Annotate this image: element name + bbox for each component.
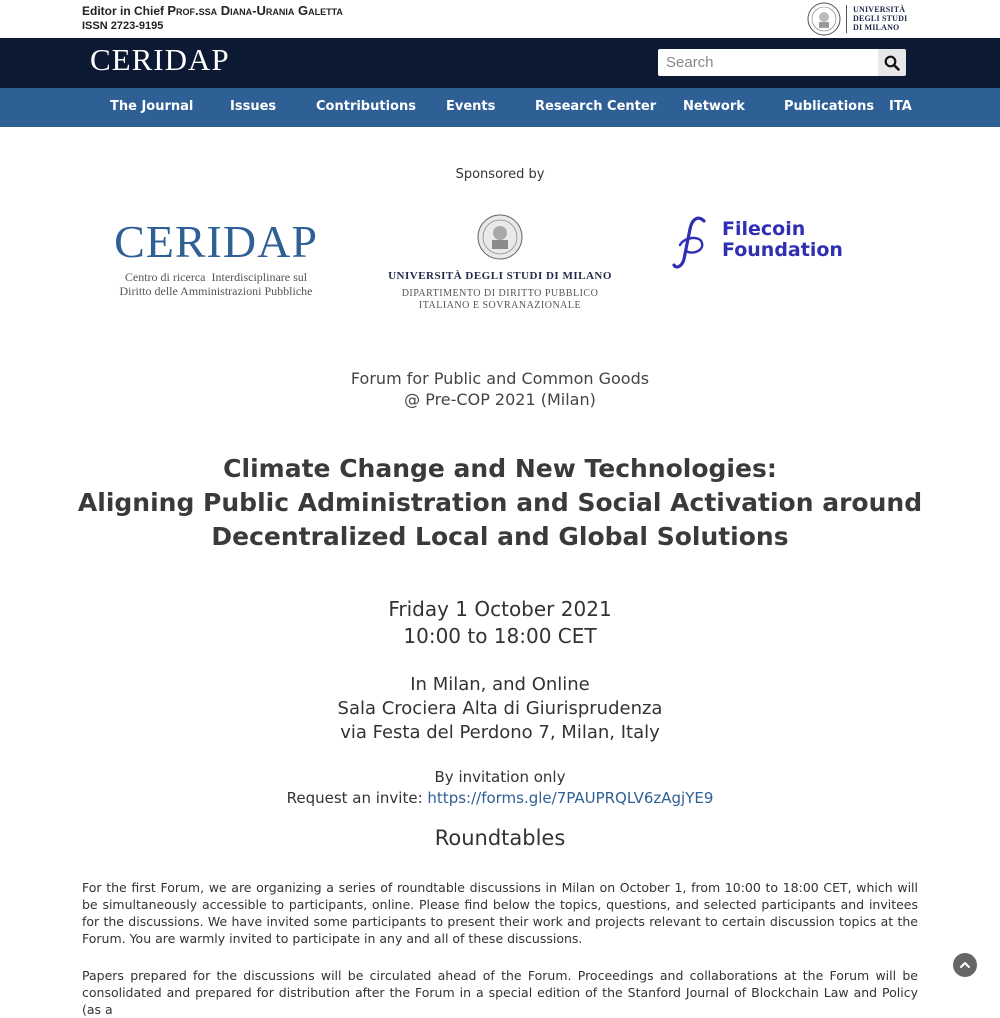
unimi-name: UNIVERSITÀ DEGLI STUDI DI MILANO bbox=[388, 270, 612, 282]
search-button[interactable] bbox=[878, 49, 906, 76]
search-input[interactable] bbox=[658, 49, 878, 76]
request-invite-line bbox=[0, 788, 1000, 809]
scroll-to-top-button[interactable] bbox=[953, 953, 977, 977]
forum-title bbox=[0, 368, 1000, 410]
site-logo[interactable]: CERIDAP bbox=[90, 42, 230, 77]
filecoin-f-icon bbox=[672, 215, 712, 271]
event-time: 10:00 to 18:00 CET bbox=[403, 624, 597, 648]
nav-network[interactable]: Network bbox=[683, 99, 745, 114]
forum-subtitle-line: @ Pre-COP 2021 (Milan) bbox=[404, 390, 596, 409]
nav-contributions[interactable]: Contributions bbox=[316, 99, 416, 114]
nav-issues[interactable]: Issues bbox=[230, 99, 277, 114]
main-nav bbox=[0, 88, 1000, 127]
event-headline bbox=[0, 452, 1000, 554]
ceridap-logo-title: CERIDAP bbox=[114, 216, 318, 267]
nav-publications[interactable]: Publications bbox=[784, 99, 875, 114]
ceridap-subtitle-line: Diritto delle Amministrazioni Pubbliche bbox=[119, 284, 313, 298]
location-line: In Milan, and Online bbox=[410, 674, 590, 695]
issn: ISSN 2723-9195 bbox=[82, 20, 164, 32]
roundtables-heading: Roundtables bbox=[434, 826, 566, 850]
event-day: Friday 1 October 2021 bbox=[388, 597, 612, 621]
university-wordmark-line: DEGLI STUDI bbox=[853, 14, 908, 23]
headline-line: Climate Change and New Technologies: bbox=[223, 454, 777, 483]
university-wordmark-line: UNIVERSITÀ bbox=[853, 5, 906, 14]
unimi-department bbox=[376, 288, 624, 312]
sponsored-heading: Sponsored by bbox=[455, 167, 545, 182]
ceridap-sponsor-logo bbox=[96, 218, 336, 298]
request-invite-link[interactable]: https://forms.gle/7PAUPRQLV6zAgjYE9 bbox=[427, 789, 714, 807]
university-seal-icon bbox=[807, 2, 841, 36]
unimi-department-line: ITALIANO E SOVRANAZIONALE bbox=[418, 300, 582, 311]
nav-language-ita[interactable]: ITA bbox=[889, 99, 912, 114]
location-line: Sala Crociera Alta di Giurisprudenza bbox=[337, 698, 663, 719]
event-date bbox=[0, 596, 1000, 650]
nav-research-center[interactable]: Research Center bbox=[535, 99, 657, 114]
unimi-department-line: DIPARTIMENTO DI DIRITTO PUBBLICO bbox=[401, 288, 599, 299]
top-strip bbox=[0, 0, 1000, 38]
nav-the-journal[interactable]: The Journal bbox=[110, 99, 194, 114]
invite-section bbox=[0, 767, 1000, 809]
ceridap-logo-subtitle bbox=[96, 270, 336, 298]
invitation-note: By invitation only bbox=[434, 768, 566, 786]
papers-paragraph: Papers prepared for the discussions will be circulated ahead of the Forum. Proceedings and collaborations at the Forum will be consolidated and prepared for distribution after the Forum in a special edition of the Stanford Journal of Blockchain Law and Policy (as a bbox=[82, 968, 918, 1017]
filecoin-sponsor-logo bbox=[672, 215, 852, 271]
request-invite-label: Request an invite: bbox=[286, 789, 428, 807]
filecoin-wordmark-line: Foundation bbox=[722, 239, 843, 261]
university-wordmark-line: DI MILANO bbox=[853, 23, 900, 32]
logo-divider bbox=[846, 5, 847, 33]
editor-in-chief bbox=[82, 3, 343, 18]
ceridap-subtitle-line: Centro di ricerca Interdisciplinare sul bbox=[124, 270, 308, 284]
editor-name: Prof.ssa Diana-Urania Galetta bbox=[167, 3, 343, 18]
university-seal-icon bbox=[474, 214, 526, 260]
nav-events[interactable]: Events bbox=[446, 99, 496, 114]
event-location bbox=[0, 673, 1000, 745]
location-line: via Festa del Perdono 7, Milan, Italy bbox=[340, 722, 660, 743]
headline-line: Decentralized Local and Global Solutions bbox=[211, 522, 789, 551]
headline-line: Aligning Public Administration and Social Activation around bbox=[77, 488, 923, 517]
search-icon bbox=[884, 55, 900, 71]
filecoin-wordmark-line: Filecoin bbox=[722, 218, 806, 240]
intro-paragraph: For the first Forum, we are organizing a series of roundtable discussions in Milan on October 1, from 10:00 to 18:00 CET, which will be simultaneously accessible to participants, online. Please find below the topics, questions, and selected participants and invitees for the discussions. We have invited some participants to present their work and projects relevant to certain discussion topics at the Forum. You are warmly invited to participate in any and all of these discussions. bbox=[82, 880, 918, 946]
chevron-up-icon bbox=[959, 959, 971, 971]
editor-prefix: Editor in Chief bbox=[82, 4, 164, 18]
university-wordmark bbox=[853, 5, 907, 32]
forum-title-line: Forum for Public and Common Goods bbox=[350, 369, 650, 388]
unimi-sponsor-logo bbox=[376, 214, 624, 312]
filecoin-wordmark bbox=[722, 219, 843, 261]
site-header bbox=[0, 38, 1000, 88]
